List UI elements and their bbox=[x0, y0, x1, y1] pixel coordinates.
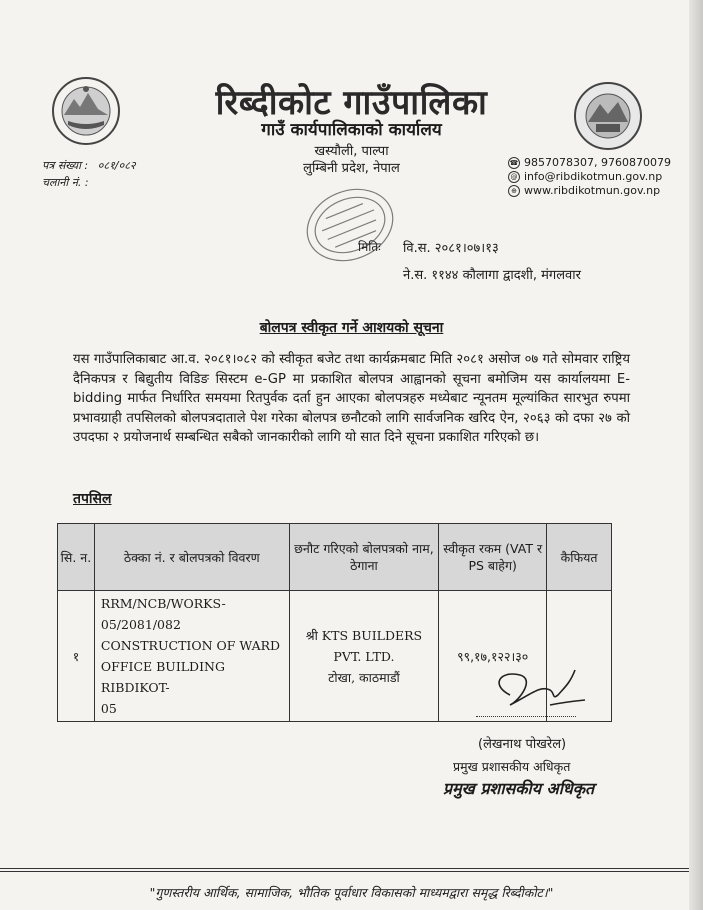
website-text: www.ribdikotmun.gov.np bbox=[524, 184, 661, 197]
bidder-line: टोखा, काठमाडौं bbox=[328, 669, 400, 685]
desc-line: OFFICE BUILDING RIBDIKOT- bbox=[100, 659, 225, 695]
date-vikram-sambat: वि.स. २०८१।०७।१३ bbox=[403, 241, 499, 256]
bidder-line: श्री KTS BUILDERS bbox=[305, 627, 423, 643]
footer-divider bbox=[0, 871, 703, 872]
bidder-line: PVT. LTD. bbox=[333, 648, 395, 664]
signature-line bbox=[476, 716, 576, 717]
email-icon: @ bbox=[508, 171, 520, 183]
col-header-description: ठेक्का नं. र बोलपत्रको विवरण bbox=[94, 524, 289, 591]
ref-number-value: ०८१/०८२ bbox=[97, 159, 136, 172]
phone-icon: ☎ bbox=[509, 158, 519, 167]
contact-phone bbox=[508, 156, 671, 169]
footer-slogan: "गुणस्तरीय आर्थिक, सामाजिक, भौतिक पूर्वाधार विकासको माध्यमद्वारा समृद्ध रिब्दीकोट।" bbox=[149, 885, 554, 900]
schedule-heading: तपसिल bbox=[73, 491, 112, 507]
table-header-row bbox=[58, 524, 612, 591]
cell-sn: १ bbox=[58, 591, 95, 722]
handwritten-signature bbox=[480, 665, 590, 720]
page-edge-shadow bbox=[689, 0, 703, 910]
cell-amount: ९९,१७,१२२।३० bbox=[439, 591, 547, 722]
col-header-sn: सि. न. bbox=[58, 524, 95, 591]
date-label: मितिः bbox=[358, 240, 381, 254]
email-text: info@ribdikotmun.gov.np bbox=[524, 170, 663, 183]
notice-title-text: बोलपत्र स्वीकृत गर्ने आशयको सूचना bbox=[259, 320, 444, 336]
desc-line: RRM/NCB/WORKS-05/2081/082 bbox=[100, 596, 226, 632]
notice-body: यस गाउँपालिकाबाट आ.व. २०८१।०८२ को स्वीकृत बजेट तथा कार्यक्रमबाट मिति २०८१ असोज ०७ गते सोमवार राष्ट्रिय दैनिकपत्र र बिद्युतीय विडिङ सिस्टम e-GP मा प्रकाशित बोलपत्र आह्वानको सूचना बमोजिम यस कार्यालयमा E-bidding मार्फत निर्धारित समयमा रितपुर्वक दर्ता हुन आएका बोलपत्रहरु मध्येबाट न्यूनतम मूल्यांकित सारभुत रुपमा प्रभावग्राही तपसिलको बोलपत्रदाताले पेश गरेका बोलपत्र छनौटको लागि सार्वजनिक खरिद ऐन, २०६३ को दफा २७ को उपदफा २ प्रयोजनार्थ सम्बन्धित सबैको जानकारीको लागि यो सात दिने सूचना प्रकाशित गरिएको छ। bbox=[73, 352, 630, 446]
signatory-name: (लेखनाथ पोखरेल) bbox=[478, 737, 567, 752]
notice-title bbox=[0, 318, 703, 337]
ref-number bbox=[42, 158, 136, 173]
office-seal-stamp bbox=[300, 180, 400, 270]
desc-line: 05 bbox=[100, 701, 117, 716]
office-title: रिब्दीकोट गाउँपालिका bbox=[215, 83, 488, 123]
col-header-amount: स्वीकृत रकम (VAT र PS बाहेग) bbox=[439, 524, 547, 591]
col-header-bidder: छनौट गरिएको बोलपत्रको नाम, ठेगाना bbox=[289, 524, 439, 591]
date-nepal-sambat: ने.स. ११४४ कौलागा द्वादशी, मंगलवार bbox=[403, 268, 581, 283]
signatory-post: प्रमुख प्रशासकीय अधिकृत bbox=[453, 759, 571, 774]
ref-number-label: पत्र संख्या : bbox=[42, 159, 89, 172]
desc-line: CONSTRUCTION OF WARD bbox=[100, 638, 281, 653]
address-line-2: लुम्बिनी प्रदेश, नेपाल bbox=[303, 161, 400, 176]
address-line-1: खस्यौली, पाल्पा bbox=[314, 144, 389, 159]
col-header-remarks: कैफियत bbox=[547, 524, 612, 591]
globe-icon: ⊕ bbox=[508, 185, 520, 197]
cell-bidder bbox=[289, 591, 439, 722]
dispatch-number-label: चलानी नं. : bbox=[42, 176, 89, 189]
signatory-stamp: प्रमुख प्रशासकीय अधिकृत bbox=[443, 779, 595, 798]
contact-website bbox=[508, 184, 660, 197]
footer-divider bbox=[0, 868, 703, 869]
office-subtitle: गाउँ कार्यपालिकाको कार्यालय bbox=[261, 120, 442, 140]
contact-email bbox=[508, 170, 662, 183]
phone-text: 9857078307, 9760870079 bbox=[524, 156, 671, 169]
cell-description bbox=[94, 591, 289, 722]
